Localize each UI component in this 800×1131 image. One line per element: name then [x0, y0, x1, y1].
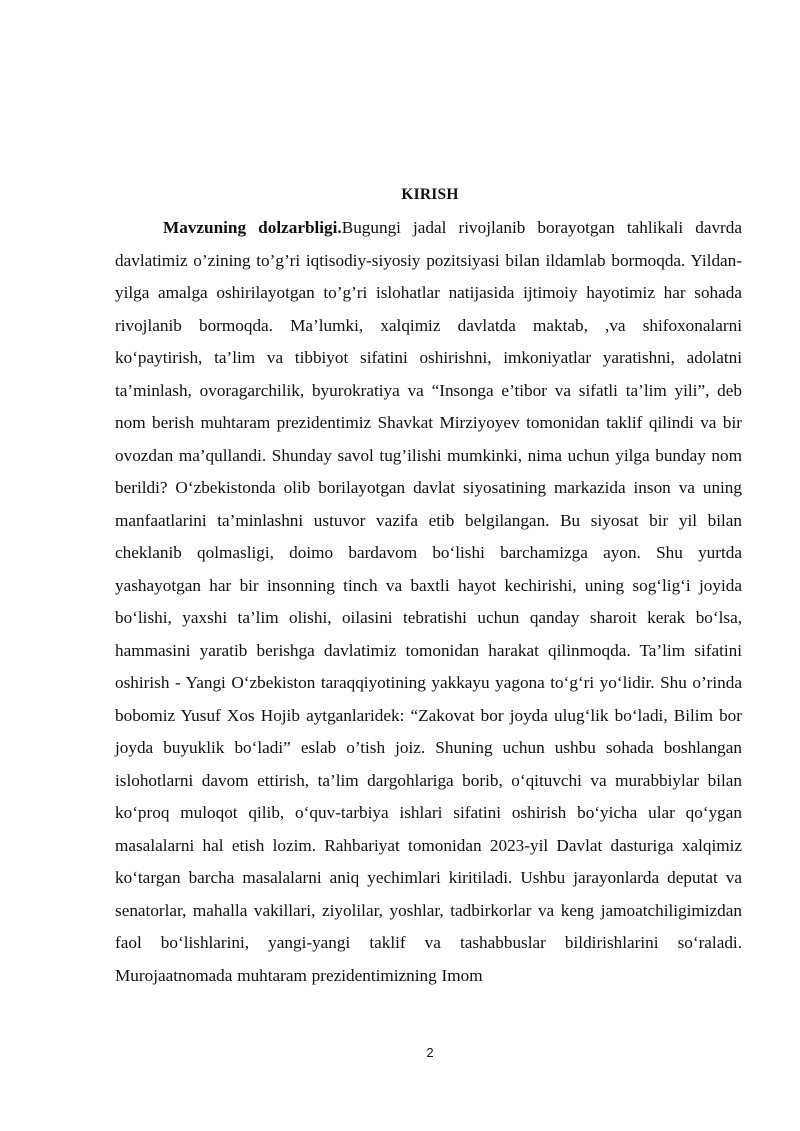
paragraph-text: Bugungi jadal rivojlanib borayotgan tahlikali davrda davlatimiz o’zining to’g’ri iqtisodiy-siyosiy pozitsiyasi bilan ildamlab bormoqda. Yildan-yilga amalga oshirilayotgan to’g’ri islohatlar natijasida ijtimoiy hayotimiz har sohada rivojlanib bormoqda. Ma’lumki, xalqimiz davlatda maktab, ,va shifoxonalarni koʻpaytirish, ta’lim va tibbiyot sifatini oshirishni, imkoniyatlar yaratishni, adolatni ta’minlash, ovoragarchilik, byurokratiya va “Insonga e’tibor va sifatli ta’lim yili”, deb nom berish muhtaram prezidentimiz Shavkat Mirziyoyev tomonidan taklif qilindi va bir ovozdan ma’qullandi. Shunday savol tug’ilishi mumkinki, nima uchun yilga bunday nom berildi? Oʻzbekistonda olib borilayotgan davlat siyosatining markazida inson va uning manfaatlarini ta’minlashni ustuvor vazifa etib belgilangan. Bu siyosat bir yil bilan cheklanib qolmasligi, doimo bardavom boʻlishi barchamizga ayon. Shu yurtda yashayotgan har bir insonning tinch va baxtli hayot kechirishi, uning sogʻligʻi joyida boʻlishi, yaxshi ta’lim olishi, oilasini tebratishi uchun qanday sharoit kerak boʻlsa, hammasini yaratib berishga davlatimiz tomonidan harakat qilinmoqda. Ta’lim sifatini oshirish - Yangi Oʻzbekiston taraqqiyotining yakkayu yagona toʻgʻri yoʻlidir. Shu o’rinda bobomiz Yusuf Xos Hojib aytganlaridek: “Zakovat bor joyda ulugʻlik boʻladi, Bilim bor joyda buyuklik boʻladi” eslab o’tish joiz. Shuning uchun ushbu sohada boshlangan islohotlarni davom ettirish, ta’lim dargohlariga borib, oʻqituvchi va murabbiylar bilan koʻproq muloqot qilib, oʻquv-tarbiya ishlari sifatini oshirish boʻyicha ular qoʻygan masalalarni hal etish lozim. Rahbariyat tomonidan 2023-yil Davlat dasturiga xalqimiz koʻtargan barcha masalalarni aniq yechimlari kiritiladi. Ushbu jarayonlarda deputat va senatorlar, mahalla vakillari, ziyolilar, yoshlar, tadbirkorlar va keng jamoatchiligimizdan faol boʻlishlarini, yangi-yangi taklif va tashabbuslar bildirishlarini soʻraladi. Murojaatnomada muhtaram prezidentimizning Imom	[115, 218, 743, 985]
page-number: 2	[426, 1045, 434, 1060]
lead-phrase: Mavzuning dolzarbligi.	[163, 218, 342, 237]
section-heading: KIRISH	[401, 186, 459, 203]
body-paragraph	[115, 212, 742, 992]
